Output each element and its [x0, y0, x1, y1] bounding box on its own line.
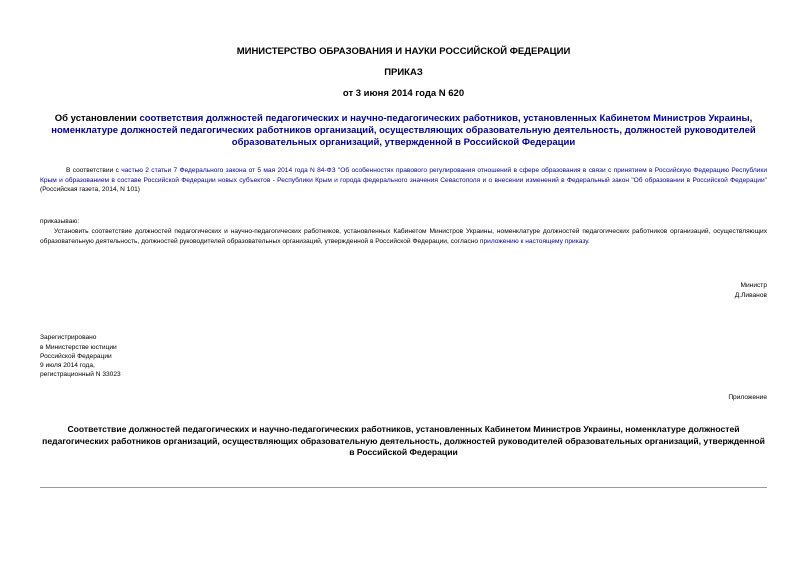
appendix-label: Приложение — [728, 394, 767, 401]
law-link[interactable]: частью 2 статьи 7 Федерального закона от 5 мая 2014 года N 84-ФЗ "Об особенностях правового регулирования отношений в сфере образования в связи с принятием в Российскую Федерацию Республики Крым и образованием в составе Российской Федерации новых субъектов - Республики Крым и города федерального значения Севастополя и о внесении изменений в Федеральный закон "Об образовании в Российской Федерации" — [40, 167, 767, 184]
preamble-suffix: (Российская газета, 2014, N 101) — [40, 186, 140, 193]
registration-line-4: 9 июля 2014 года, — [40, 362, 95, 369]
order-text: Установить соответствие должностей педагогических и научно-педагогических работников, установленных Кабинетом Министров Украины, номенклатуре должностей педагогических работников организаций, осуществляющих образовательную деятельность, должностей руководителей образовательных организаций, утвержденной в Российской Федерации, согласно — [40, 228, 767, 245]
title-link[interactable]: соответствия должностей педагогических и научно-педагогических работников, установленных Кабинетом Министров Украины, номенклатуре должностей педагогических работников организаций, осуществляющих образовательную деятельность, должностей руководителей образовательных организаций, утвержденной в Российской Федерации — [51, 113, 756, 148]
registration-line-2: в Министерстве юстиции — [40, 344, 117, 351]
registration-line-5: регистрационный N 33023 — [40, 371, 121, 378]
order-title — [40, 113, 767, 149]
title-prefix: Об установлении — [54, 113, 140, 124]
preamble-paragraph — [40, 166, 767, 195]
ministry-heading: МИНИСТЕРСТВО ОБРАЗОВАНИЯ И НАУКИ РОССИЙСКОЙ ФЕДЕРАЦИИ — [236, 46, 571, 57]
divider-line — [40, 487, 767, 488]
registration-line-3: Российской Федерации — [40, 353, 112, 360]
appendix-link[interactable]: приложению к настоящему приказу — [479, 237, 588, 245]
order-end: . — [587, 237, 590, 245]
appendix-title: Соответствие должностей педагогических и научно-педагогических работников, установленных Кабинетом Министров Украины, номенклатуре должностей педагогических работников организаций, осуществляющих образовательную деятельность, должностей руководителей образовательных организаций, утвержденной в Российской Федерации — [42, 424, 765, 457]
order-verb: приказываю: — [40, 218, 80, 225]
doc-type-heading: ПРИКАЗ — [384, 67, 423, 78]
signatory-name: Д.Ливанов — [734, 292, 767, 299]
signatory-position: Министр — [740, 282, 767, 289]
date-number-heading: от 3 июня 2014 года N 620 — [342, 88, 465, 99]
order-paragraph — [40, 227, 767, 246]
registration-line-1: Зарегистрировано — [40, 334, 97, 341]
preamble-prefix: В соответствии с — [66, 167, 122, 174]
